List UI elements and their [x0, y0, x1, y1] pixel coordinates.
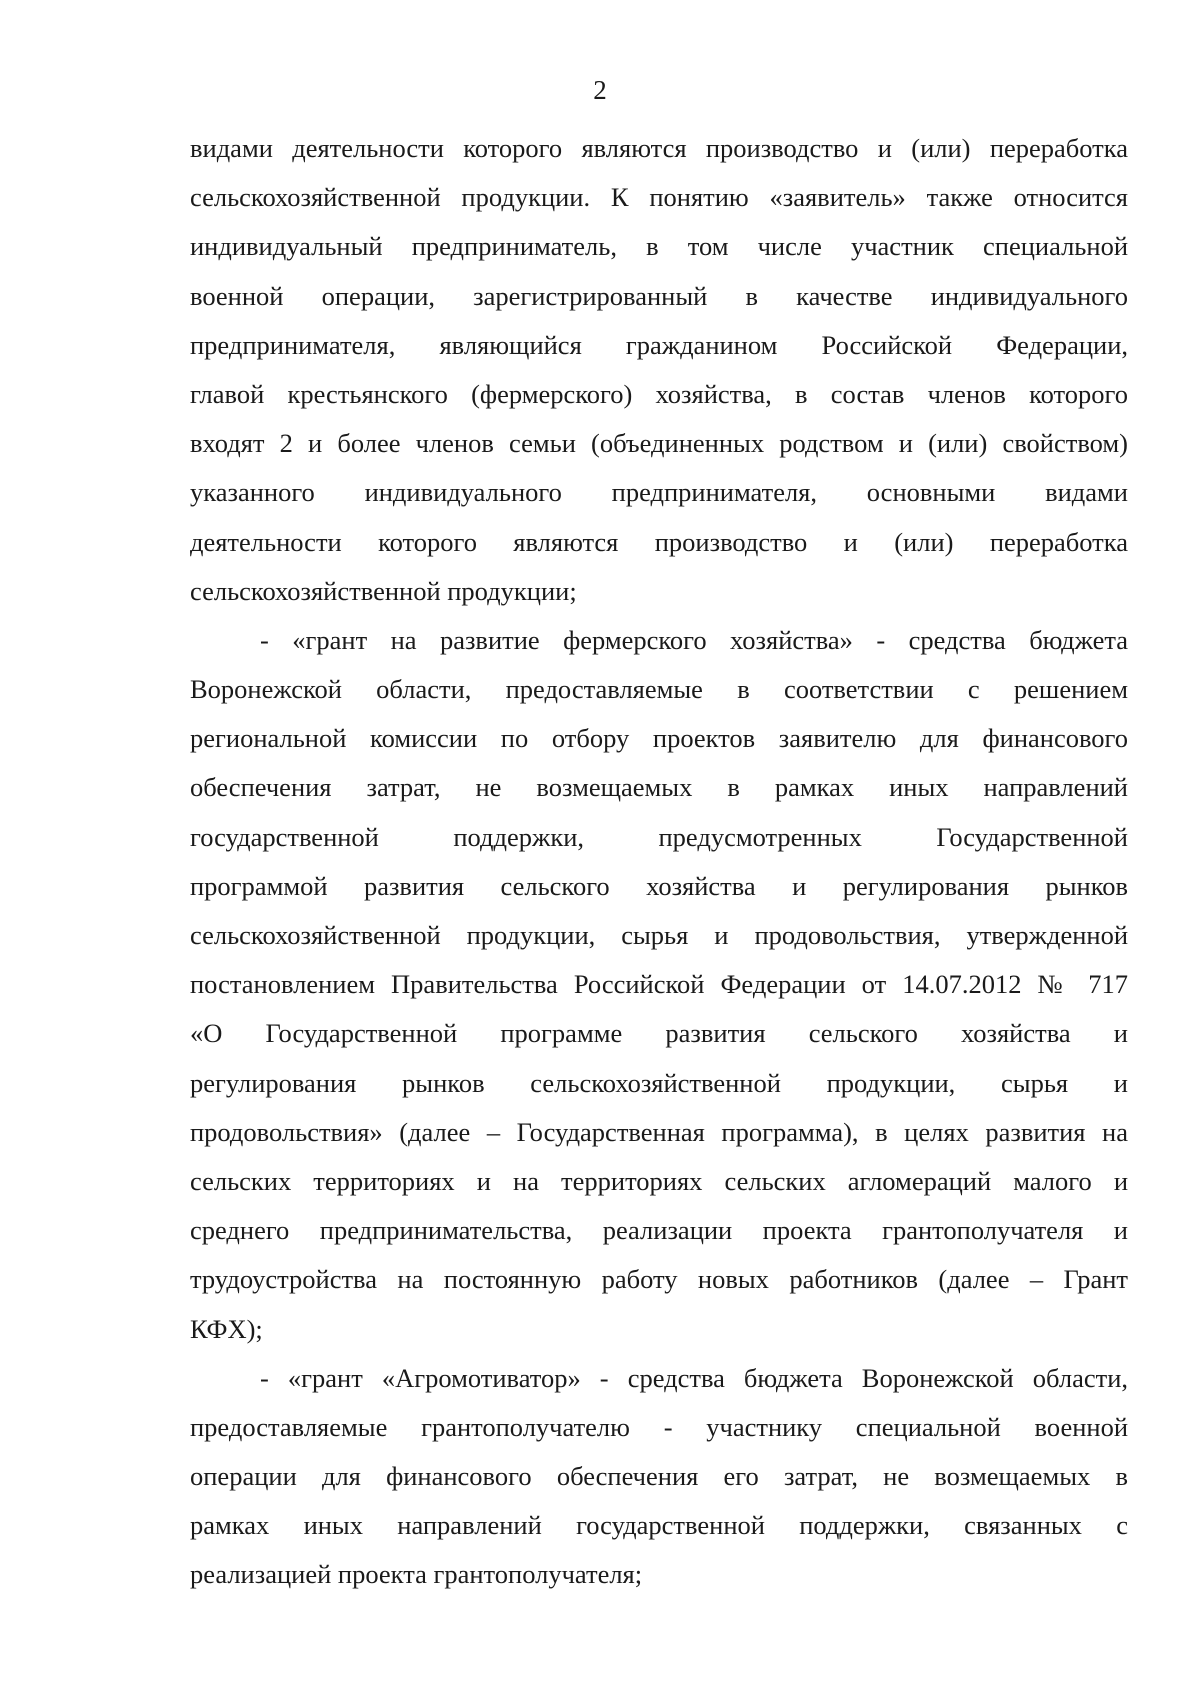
text-line: индивидуальный предприниматель, в том числе участник специальной — [190, 231, 1128, 262]
text-line: среднего предпринимательства, реализации проекта грантополучателя и — [190, 1215, 1128, 1246]
text-line: сельскохозяйственной продукции; — [190, 575, 577, 606]
text-line: программой развития сельского хозяйства и регулирования рынков — [190, 870, 1128, 901]
paragraph-farm-grant-definition — [190, 616, 1128, 1354]
text-line: военной операции, зарегистрированный в качестве индивидуального — [190, 280, 1128, 311]
paragraph-applicant-definition — [190, 124, 1128, 616]
text-line: главой крестьянского (фермерского) хозяйства, в состав членов которого — [190, 378, 1128, 409]
document-body — [190, 124, 1128, 1600]
text-line: Воронежской области, предоставляемые в соответствии с решением — [190, 674, 1128, 705]
text-line: сельских территориях и на территориях сельских агломераций малого и — [190, 1165, 1128, 1196]
text-line: предпринимателя, являющийся гражданином Российской Федерации, — [190, 329, 1128, 360]
text-line: региональной комиссии по отбору проектов заявителю для финансового — [190, 723, 1128, 754]
text-line: видами деятельности которого являются производство и (или) переработка — [190, 133, 1128, 163]
text-line: обеспечения затрат, не возмещаемых в рамках иных направлений — [190, 772, 1128, 803]
text-line: продовольствия» (далее – Государственная программа), в целях развития на — [190, 1116, 1128, 1147]
text-line: КФХ); — [190, 1313, 263, 1344]
text-line: сельскохозяйственной продукции, сырья и продовольствия, утвержденной — [190, 920, 1128, 950]
text-line: реализацией проекта грантополучателя; — [190, 1559, 643, 1590]
text-line: входят 2 и более членов семьи (объединенных родством и (или) свойством) — [190, 428, 1128, 459]
text-line: «О Государственной программе развития сельского хозяйства и — [190, 1018, 1128, 1049]
text-line: указанного индивидуального предпринимателя, основными видами — [190, 477, 1128, 508]
text-line: - «грант на развитие фермерского хозяйства» - средства бюджета — [260, 624, 1128, 655]
text-line: предоставляемые грантополучателю - участнику специальной военной — [190, 1411, 1128, 1442]
text-line: операции для финансового обеспечения его затрат, не возмещаемых в — [190, 1461, 1128, 1492]
text-line: сельскохозяйственной продукции. К понятию «заявитель» также относится — [190, 182, 1128, 213]
paragraph-agromotivator-grant-definition — [190, 1354, 1128, 1600]
text-line: государственной поддержки, предусмотренных Государственной — [190, 821, 1128, 852]
text-line: трудоустройства на постоянную работу новых работников (далее – Грант — [190, 1264, 1128, 1295]
text-line: - «грант «Агромотиватор» - средства бюджета Воронежской области, — [260, 1362, 1128, 1393]
page-number: 2 — [593, 75, 607, 105]
text-line: постановлением Правительства Российской Федерации от 14.07.2012 № 717 — [190, 969, 1128, 1000]
text-line: регулирования рынков сельскохозяйственной продукции, сырья и — [190, 1067, 1128, 1098]
text-line: рамках иных направлений государственной поддержки, связанных с — [190, 1510, 1128, 1541]
text-line: деятельности которого являются производство и (или) переработка — [190, 526, 1128, 557]
